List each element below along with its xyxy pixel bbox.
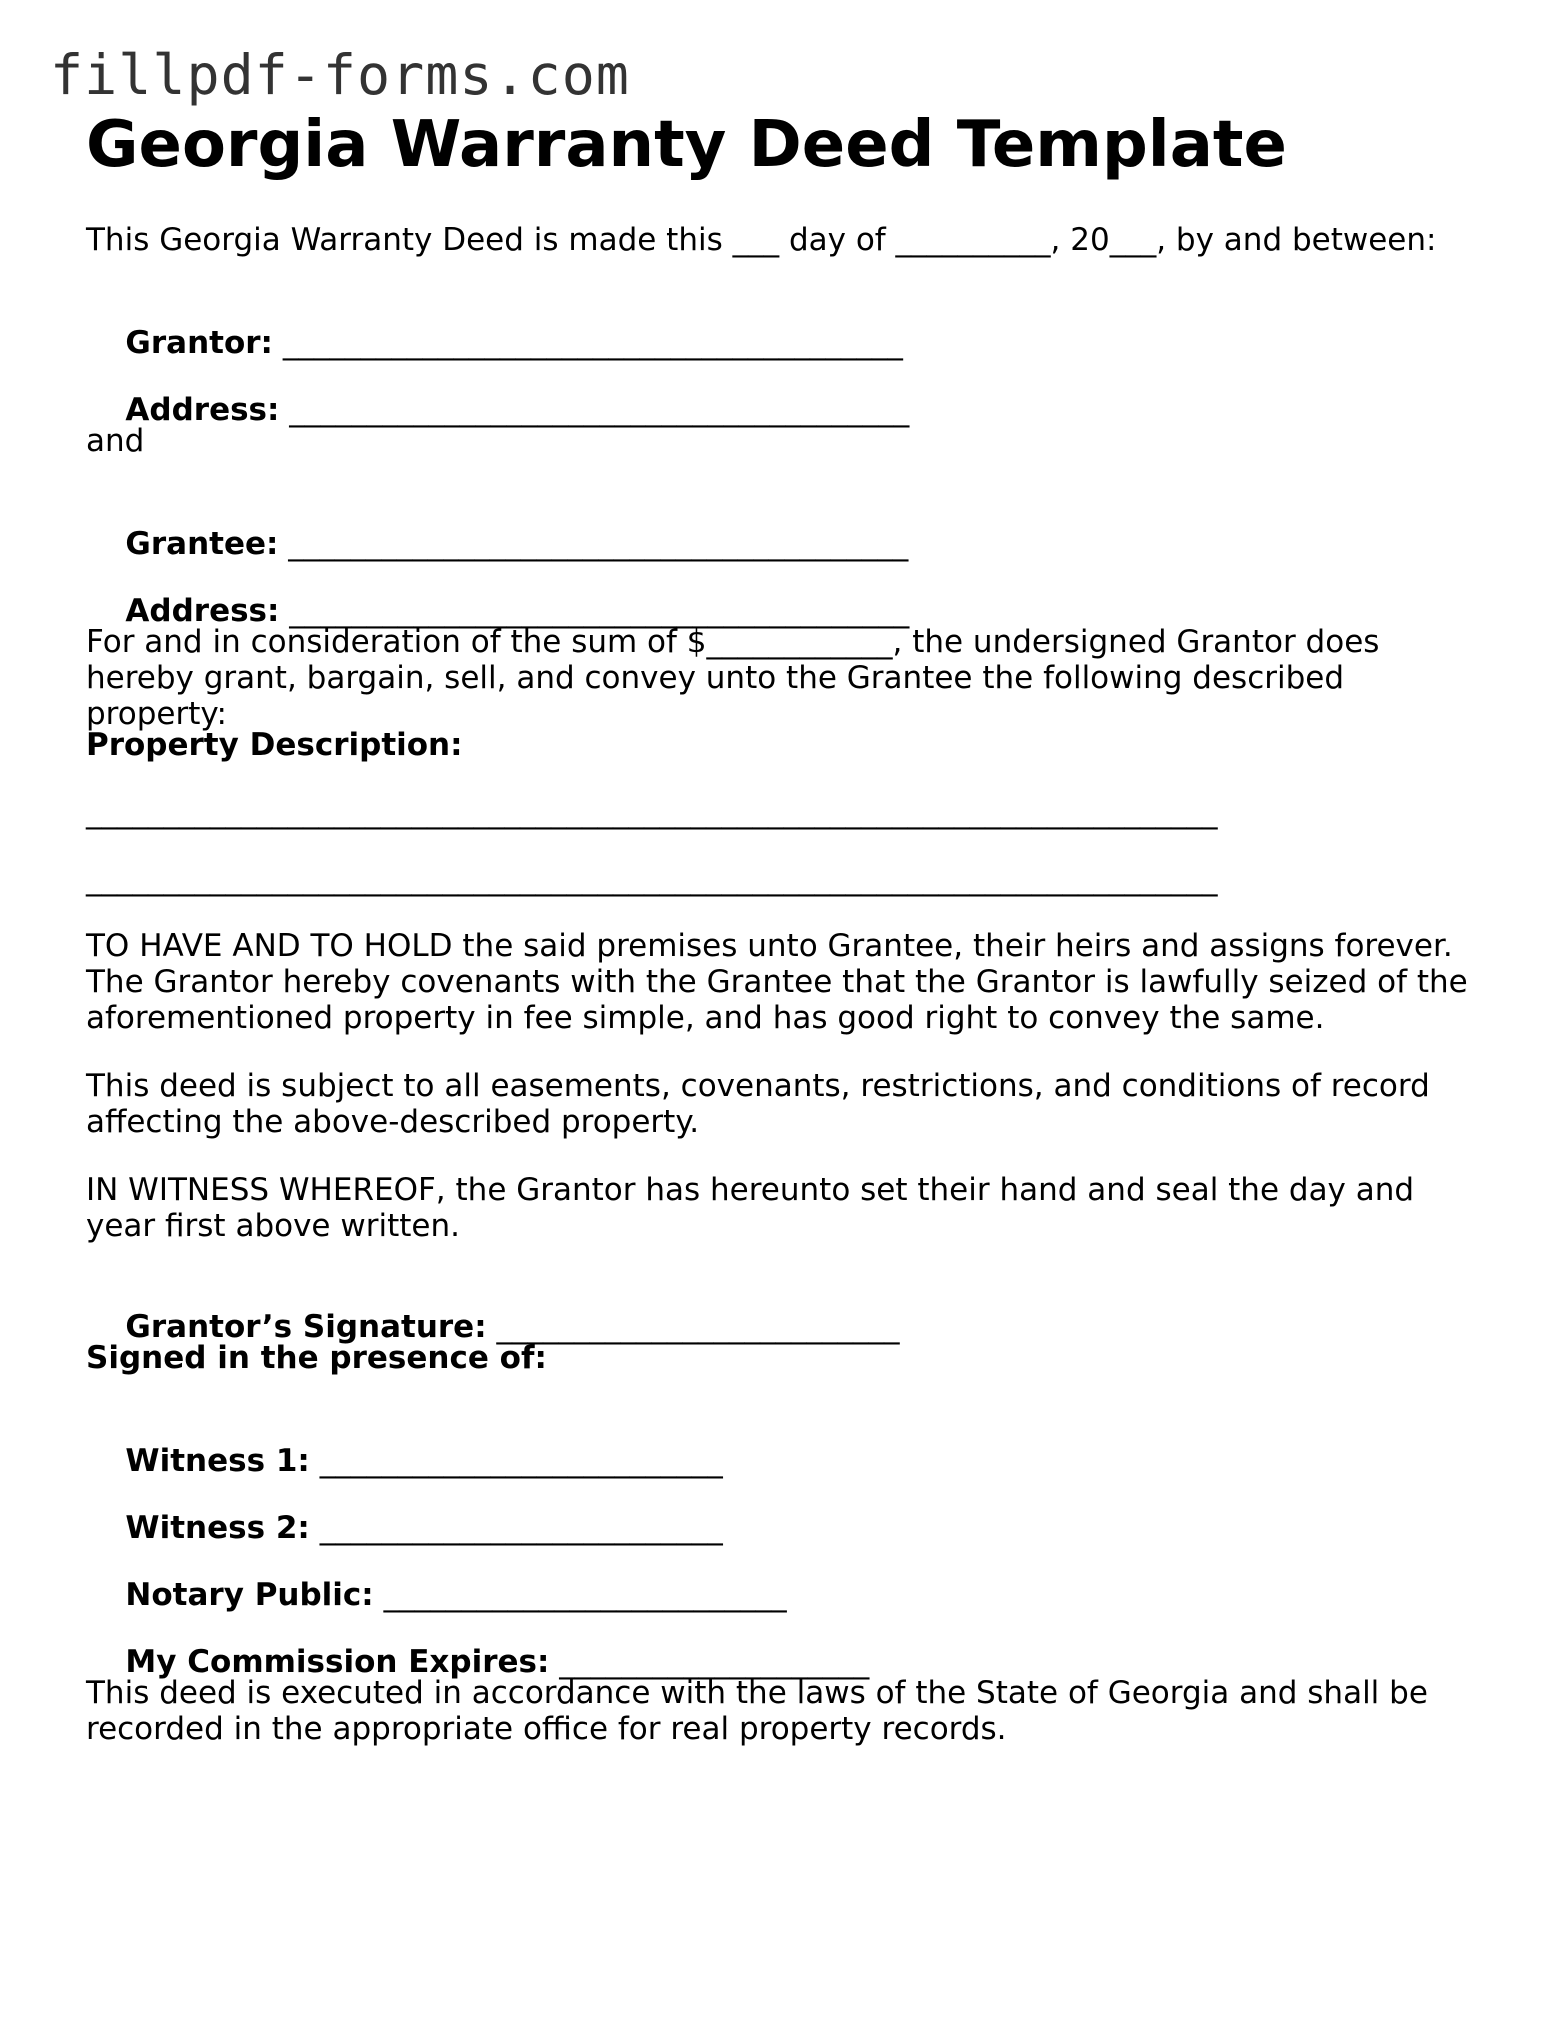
property-line-1[interactable]: _________________________________________________________________________ [86, 794, 1218, 830]
property-line-2[interactable]: _________________________________________________________________________ [86, 861, 1218, 897]
witness-1-blank[interactable]: __________________________ [319, 1443, 723, 1479]
intro-text: This Georgia Warranty Deed is made this ___ day of __________, 20___, by and between: [86, 222, 1437, 258]
witness-2-label: Witness 2: [125, 1510, 310, 1546]
grantee-address-label: Address: [125, 593, 280, 629]
notary-label: Notary Public: [125, 1577, 374, 1613]
document-body [86, 108, 1486, 1747]
grantor-label: Grantor: [125, 325, 273, 361]
closing-paragraph: This deed is executed in accordance with the laws of the State of Georgia and shall be recorded in the appropriate office for real property records. [86, 1675, 1438, 1747]
grantee-blank[interactable]: ________________________________________ [288, 526, 909, 562]
watermark: fillpdf-forms.com [50, 43, 630, 107]
witness-2-blank[interactable]: __________________________ [319, 1510, 723, 1546]
page-title: Georgia Warranty Deed Template [86, 108, 1287, 182]
and-text: and [86, 423, 145, 459]
grantor-address-field[interactable] [86, 356, 909, 464]
notary-blank[interactable]: __________________________ [383, 1577, 787, 1613]
consideration-paragraph: For and in consideration of the sum of $____________, the undersigned Grantor does hereby grant, bargain, sell, and convey unto the Grantee the following described property: [86, 624, 1390, 732]
grantor-signature-blank[interactable]: __________________________ [496, 1309, 900, 1345]
grantee-label: Grantee: [125, 526, 279, 562]
grantor-signature-label: Grantor’s Signature: [125, 1309, 487, 1345]
commission-blank[interactable]: ____________________ [559, 1644, 870, 1680]
property-description-label: Property Description: [86, 727, 463, 763]
grantor-blank[interactable]: ________________________________________ [282, 325, 903, 361]
grantor-address-blank[interactable]: ________________________________________ [289, 392, 910, 428]
grantee-address-blank[interactable]: ________________________________________ [289, 593, 910, 629]
grantor-address-label: Address: [125, 392, 280, 428]
witness-1-label: Witness 1: [125, 1443, 310, 1479]
witness-clause-paragraph: IN WITNESS WHEREOF, the Grantor has hereunto set their hand and seal the day and year first above written. [86, 1172, 1424, 1244]
commission-label: My Commission Expires: [125, 1644, 550, 1680]
presence-label: Signed in the presence of: [86, 1340, 547, 1376]
habendum-paragraph: TO HAVE AND TO HOLD the said premises unto Grantee, their heirs and assigns forever. The Grantor hereby covenants with the Grantee that the Grantor is lawfully seized of the aforementioned property in fee simple, and has good right to convey the same. [86, 928, 1478, 1036]
subject-to-paragraph: This deed is subject to all easements, covenants, restrictions, and conditions of record affecting the above-described property. [86, 1068, 1440, 1140]
